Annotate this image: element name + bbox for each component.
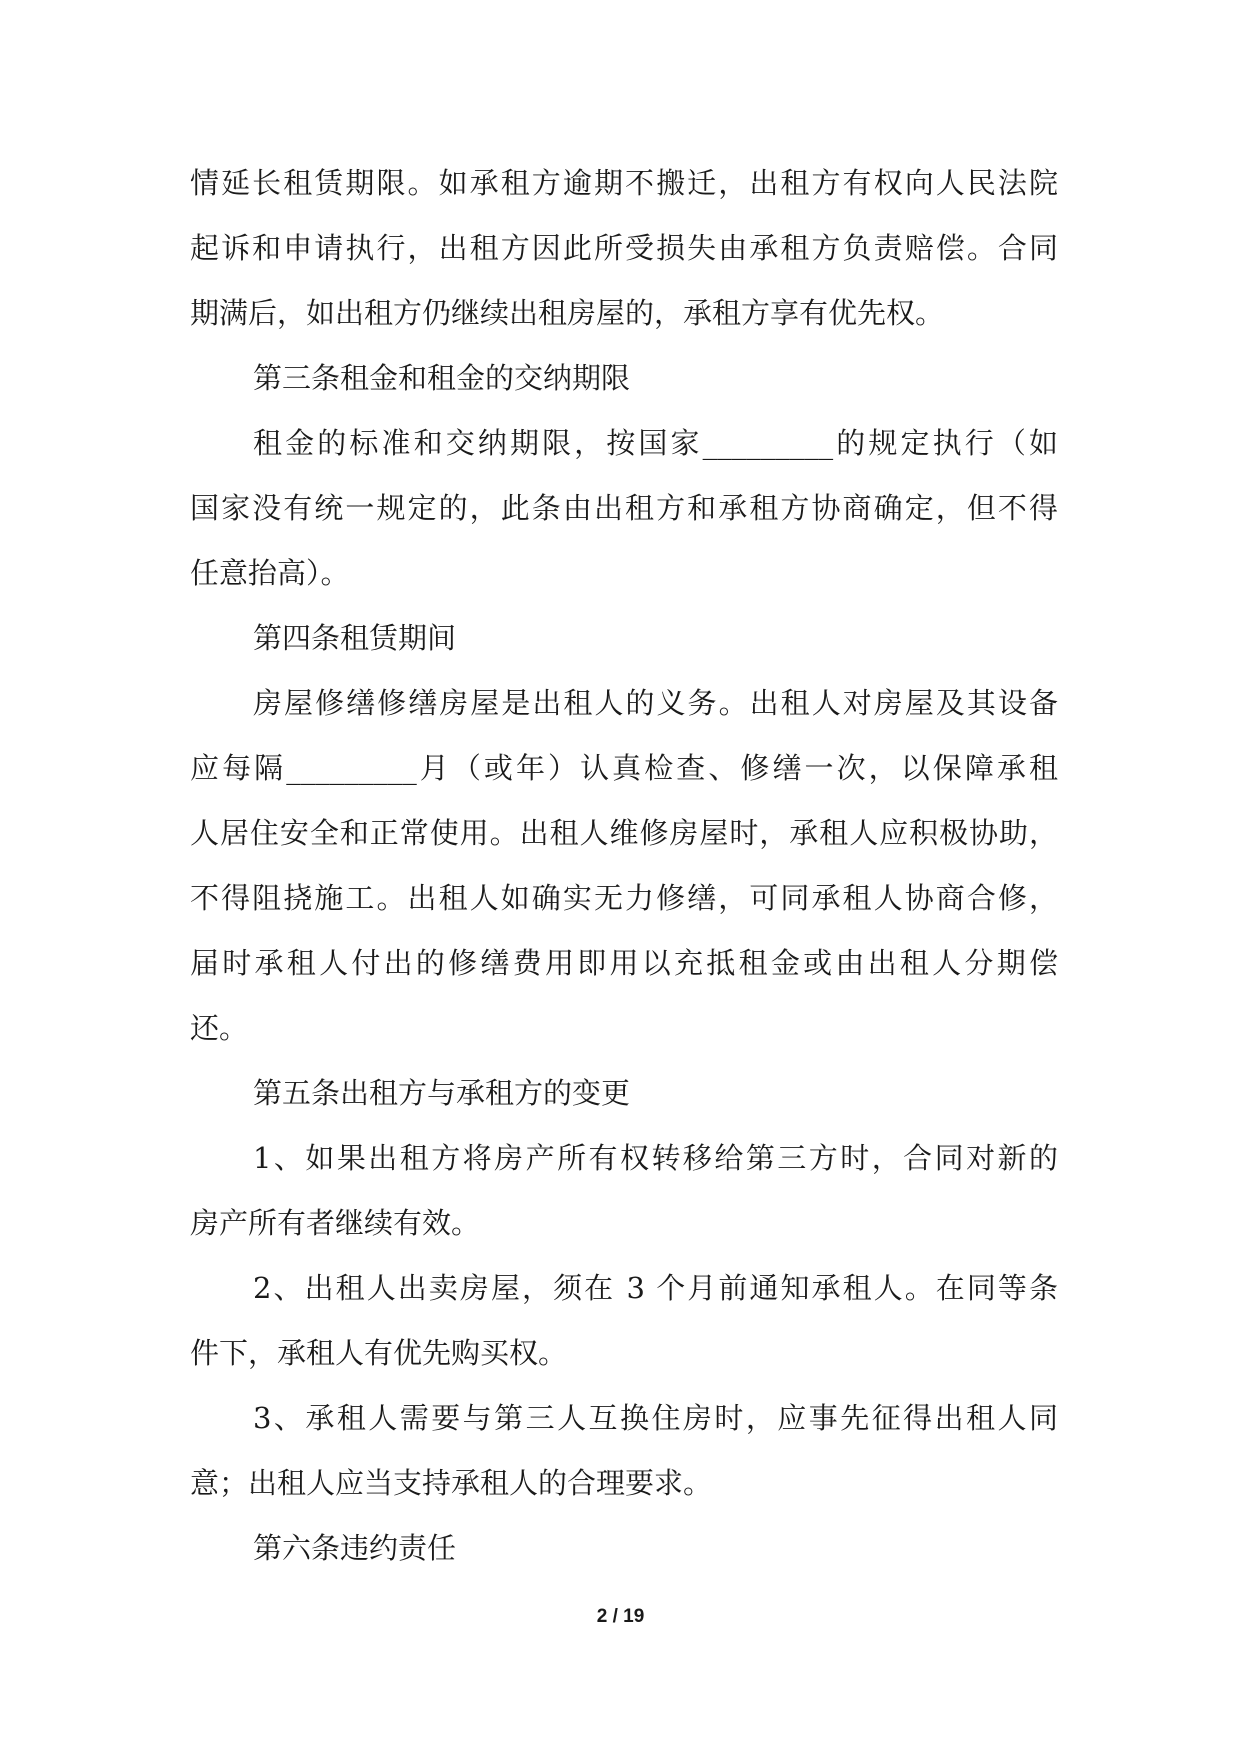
- paragraph-line: 国家没有统一规定的，此条由出租方和承租方协商确定，但不得: [190, 491, 1058, 525]
- paragraph-line: 房屋修缮修缮房屋是出租人的义务。出租人对房屋及其设备: [253, 686, 1058, 720]
- paragraph-line: 任意抬高）。: [190, 556, 350, 590]
- section-heading: 第三条租金和租金的交纳期限: [253, 361, 631, 395]
- paragraph-line: 租金的标准和交纳期限，按国家_________的规定执行（如: [253, 426, 1058, 460]
- paragraph-line: 件下，承租人有优先购买权。: [190, 1336, 568, 1370]
- section-heading: 第五条出租方与承租方的变更: [253, 1076, 631, 1110]
- paragraph-line: 起诉和申请执行，出租方因此所受损失由承租方负责赔偿。合同: [190, 231, 1058, 265]
- paragraph-line: 意；出租人应当支持承租人的合理要求。: [190, 1466, 713, 1500]
- paragraph-line: 期满后，如出租方仍继续出租房屋的，承租方享有优先权。: [190, 296, 945, 330]
- section-heading: 第六条违约责任: [253, 1531, 457, 1565]
- page-number: 2 / 19: [596, 1606, 645, 1627]
- paragraph-line: 还。: [190, 1011, 249, 1045]
- paragraph-line: 2、出租人出卖房屋，须在 3 个月前通知承租人。在同等条: [253, 1271, 1058, 1305]
- paragraph-line: 应每隔_________月（或年）认真检查、修缮一次，以保障承租: [190, 751, 1058, 785]
- paragraph-line: 情延长租赁期限。如承租方逾期不搬迁，出租方有权向人民法院: [190, 166, 1058, 200]
- paragraph-line: 3、承租人需要与第三人互换住房时，应事先征得出租人同: [253, 1401, 1058, 1435]
- paragraph-line: 人居住安全和正常使用。出租人维修房屋时，承租人应积极协助，: [190, 816, 1058, 850]
- paragraph-line: 房产所有者继续有效。: [190, 1206, 481, 1240]
- paragraph-line: 1、如果出租方将房产所有权转移给第三方时，合同对新的: [253, 1141, 1058, 1175]
- paragraph-line: 届时承租人付出的修缮费用即用以充抵租金或由出租人分期偿: [190, 946, 1058, 980]
- section-heading: 第四条租赁期间: [253, 621, 457, 655]
- paragraph-line: 不得阻挠施工。出租人如确实无力修缮，可同承租人协商合修，: [190, 881, 1058, 915]
